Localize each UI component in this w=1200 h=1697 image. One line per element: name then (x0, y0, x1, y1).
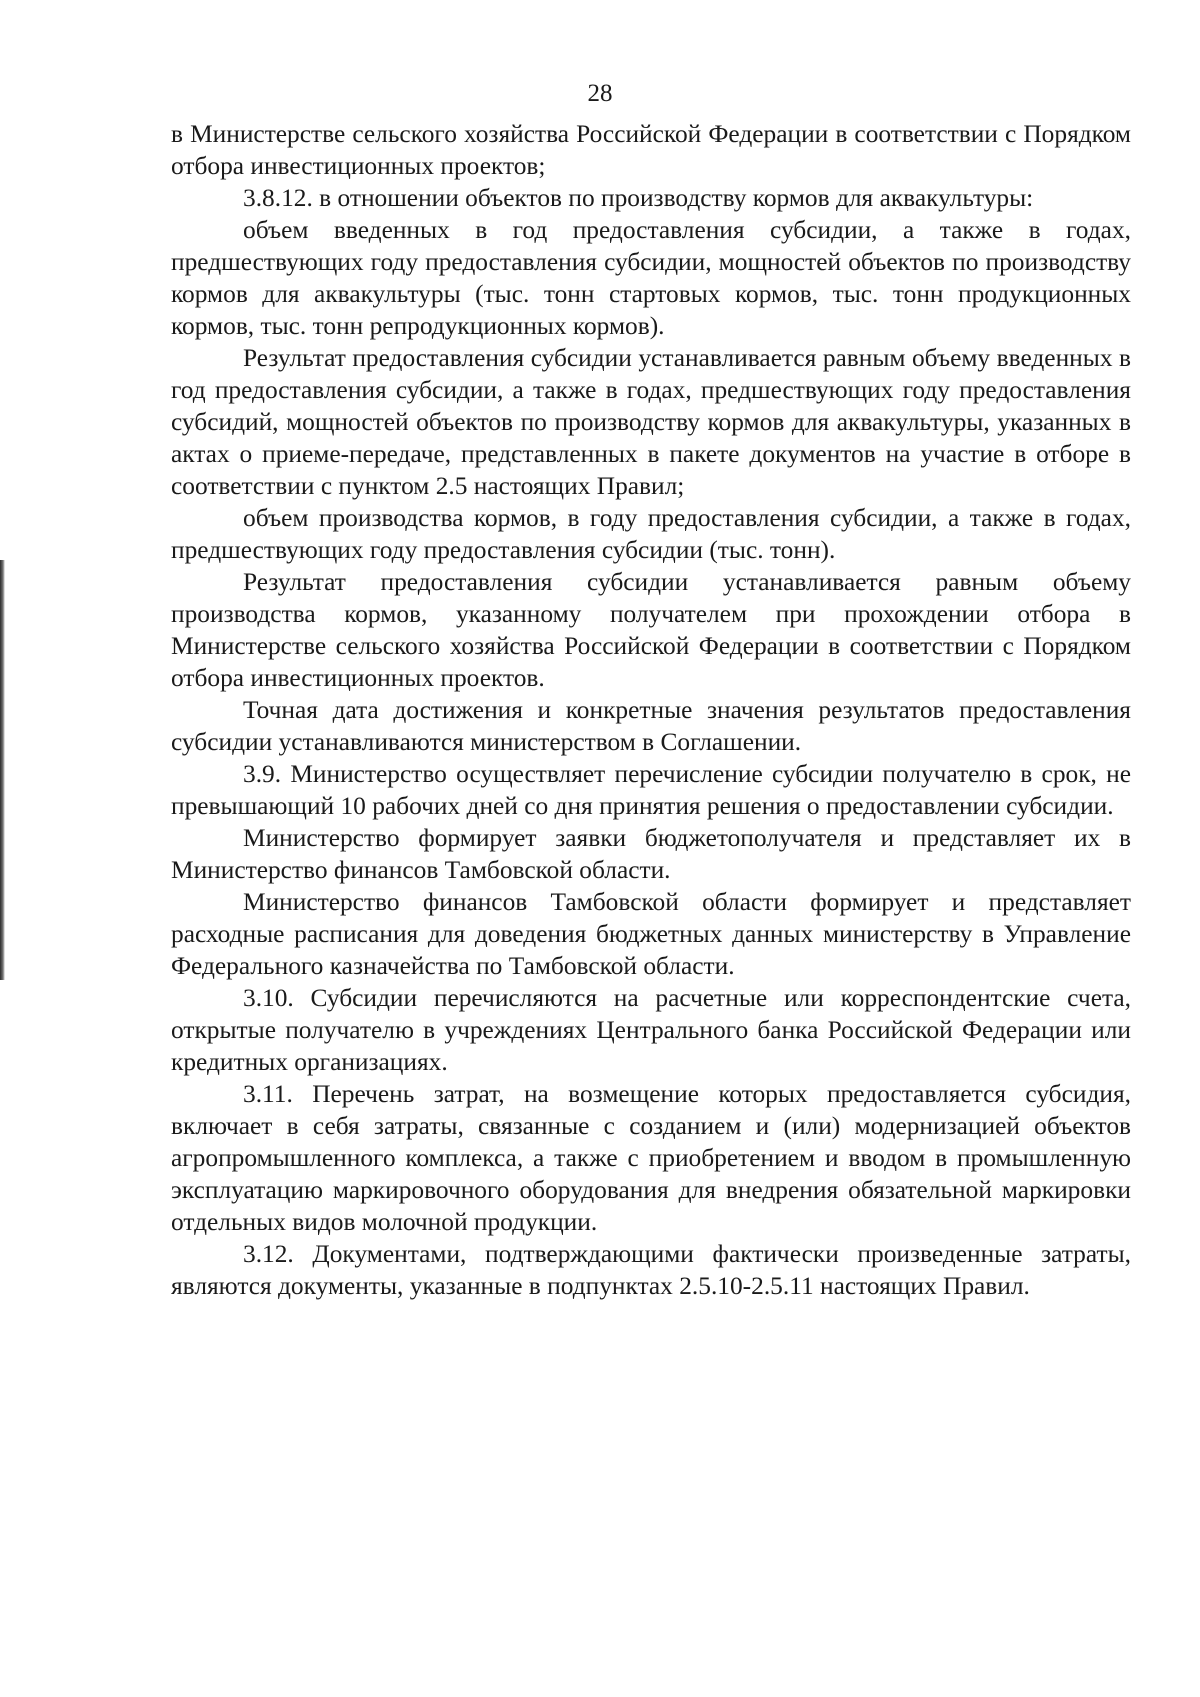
paragraph-finance-ministry: Министерство финансов Тамбовской области формирует и представляет расходные расписания для доведения бюджетных данных министерству в Управление Федерального казначейства по Тамбовской области. (171, 888, 1131, 980)
page-number: 28 (587, 80, 613, 107)
paragraph-3-12: 3.12. Документами, подтверждающими фактически произведенные затраты, являются документы, указанные в подпунктах 2.5.10-2.5.11 настоящих Правил. (171, 1240, 1131, 1300)
paragraph-3-11: 3.11. Перечень затрат, на возмещение которых предоставляется субсидия, включает в себя затраты, связанные с созданием и (или) модернизацией объектов агропромышленного комплекса, а также с приобретением и вводом в промышленную эксплуатацию маркировочного оборудования для внедрения обязательной маркировки отдельных видов молочной продукции. (171, 1080, 1131, 1236)
paragraph-result-capacity: Результат предоставления субсидии устанавливается равным объему введенных в год предоставления субсидии, а также в годах, предшествующих году предоставления субсидий, мощностей объектов по производству кормов для аквакультуры, указанных в актах о приеме-передаче, представленных в пакете документов на участие в отборе в соответствии с пунктом 2.5 настоящих Правил; (171, 344, 1131, 500)
paragraph-production-volume: объем производства кормов, в году предоставления субсидии, а также в годах, предшествующих году предоставления субсидии (тыс. тонн). (171, 504, 1131, 564)
document-body (171, 118, 1131, 1302)
paragraph-continuation: в Министерстве сельского хозяйства Российской Федерации в соответствии с Порядком отбора инвестиционных проектов; (171, 120, 1131, 180)
paragraph-ministry-requests: Министерство формирует заявки бюджетополучателя и представляет их в Министерство финансов Тамбовской области. (171, 824, 1131, 884)
paragraph-3-10: 3.10. Субсидии перечисляются на расчетные или корреспондентские счета, открытые получателю в учреждениях Центрального банка Российской Федерации или кредитных организациях. (171, 984, 1131, 1076)
paragraph-result-production: Результат предоставления субсидии устанавливается равным объему производства кормов, указанному получателем при прохождении отбора в Министерстве сельского хозяйства Российской Федерации в соответствии с Порядком отбора инвестиционных проектов. (171, 568, 1131, 692)
paragraph-exact-date: Точная дата достижения и конкретные значения результатов предоставления субсидии устанавливаются министерством в Соглашении. (171, 696, 1131, 756)
scan-edge-shadow (0, 560, 5, 980)
paragraph-3-8-12: 3.8.12. в отношении объектов по производству кормов для аквакультуры: (243, 184, 1034, 212)
paragraph-capacity-volume: объем введенных в год предоставления субсидии, а также в годах, предшествующих году предоставления субсидии, мощностей объектов по производству кормов для аквакультуры (тыс. тонн стартовых кормов, тыс. тонн продукционных кормов, тыс. тонн репродукционных кормов). (171, 216, 1131, 340)
paragraph-3-9: 3.9. Министерство осуществляет перечисление субсидии получателю в срок, не превышающий 10 рабочих дней со дня принятия решения о предоставлении субсидии. (171, 760, 1131, 820)
